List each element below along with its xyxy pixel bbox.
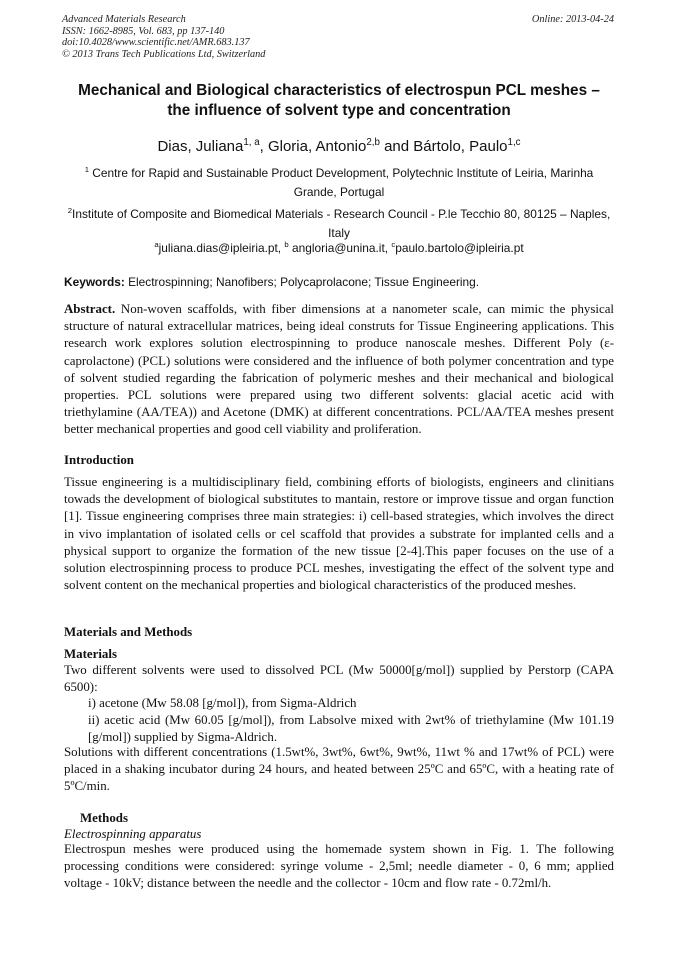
methods-heading: Methods xyxy=(80,811,128,825)
journal-header xyxy=(62,14,614,60)
abstract xyxy=(64,301,614,439)
materials-text-2: Solutions with different concentrations (1.5wt%, 3wt%, 6wt%, 9wt%, 11wt % and 17wt% of PCL) were placed in a shaking incubator during 24 hours, and heated between 25ºC and 65ºC, with a heating rate of 5ºC/min. xyxy=(64,745,614,794)
apparatus-text: Electrospun meshes were produced using the homemade system shown in Fig. 1. The following processing conditions were considered: syringe volume - 2,5ml; needle diameter - 0, 6 mm; applied voltage - 10kV; distance between the needle and the collector - 10cm and flow rate - 0.72ml/h. xyxy=(64,842,614,891)
keywords-text: Electrospinning; Nanofibers; Polycaprolacone; Tissue Engineering. xyxy=(124,275,480,289)
paper-title xyxy=(40,81,638,120)
keywords xyxy=(64,274,614,290)
introduction-heading: Introduction xyxy=(64,453,134,467)
author-1-sup: 1, a xyxy=(243,137,260,148)
materials-text: Two different solvents were used to dissolved PCL (Mw 50000[g/mol]) supplied by Perstorp (CAPA 6500): xyxy=(64,663,614,695)
abstract-text: Non-woven scaffolds, with fiber dimensions at a nanometer scale, can mimic the physical structure of natural extracellular matrices, being ideal construts for Tissue Engineering applications. This research work explores solution electrospinning to produce nanoscale meshes. Different Poly (ε-caprolactone) (PCL) solutions were considered and the influence of both polymer concentration and type of solvent studied regarding the fabrication of polymeric meshes and their mechanical and biological properties. PCL solutions were prepared using two different solvents: glacial acetic acid with triethylamine (AA/TEA)) and Acetone (DMK) at different concentrations. PCL/AA/TEA meshes present better mechanical properties and good cell viability and proliferation. xyxy=(64,302,614,437)
doi-line: doi:10.4028/www.scientific.net/AMR.683.137 xyxy=(62,37,250,49)
author-2-sup: 2,b xyxy=(366,137,380,148)
materials-item-1: i) acetone (Mw 58.08 [g/mol]), from Sigma-Aldrich xyxy=(88,696,357,710)
affiliation-2: $^2$Institute of Composite and Biomedical Materials - Research Council - P.le Tecchio 80, 80125 – Naples, Italy xyxy=(67,206,611,240)
author-emails: $^a$juliana.dias@ipleiria.pt, $^b$ angloria@unina.it, $^c$paulo.bartolo@ipleiria.pt xyxy=(154,240,524,255)
journal-name: Advanced Materials Research xyxy=(62,14,186,25)
title-line-1: Mechanical and Biological characteristics of electrospun PCL meshes – xyxy=(78,82,600,99)
affiliation-1-sup: 1 xyxy=(84,165,89,175)
apparatus-subheading: Electrospinning apparatus xyxy=(64,827,202,841)
author-list xyxy=(0,137,678,157)
online-date: Online: 2013-04-24 xyxy=(531,14,614,25)
email-a: juliana.dias@ipleiria.pt, xyxy=(158,241,285,255)
issn-line: ISSN: 1662-8985, Vol. 683, pp 137-140 xyxy=(62,25,225,37)
affiliation-2-sup: 2 xyxy=(67,206,73,216)
abstract-label: Abstract. xyxy=(64,302,116,316)
author-3: and Bártolo, Paulo xyxy=(379,138,508,155)
copyright-line: © 2013 Trans Tech Publications Ltd, Switzerland xyxy=(62,48,266,60)
author-1: Dias, Juliana xyxy=(157,138,244,155)
email-b: angloria@unina.it, xyxy=(288,241,392,255)
affiliation-1: $^1$ Centre for Rapid and Sustainable Product Development, Polytechnic Institute of Leiria, Marinha Grande, Portugal xyxy=(84,165,594,199)
keywords-label: Keywords: xyxy=(64,275,125,289)
materials-item-2: ii) acetic acid (Mw 60.05 [g/mol]), from Labsolve mixed with 2wt% of triethylamine (Mw 101.19 [g/mol]) supplied by Sigma-Aldrich. xyxy=(88,713,614,745)
title-line-2: the influence of solvent type and concentration xyxy=(167,101,511,119)
author-3-sup: 1,c xyxy=(507,137,521,148)
introduction-text: Tissue engineering is a multidisciplinary field, combining efforts of biologists, engineers and clinitians towads the development of biological substitutes to mantain, restore or improve tissue and organ function [1]. Tissue engineering comprises three main strategies: i) cell-based strategies, which involves the direct in vivo implantation of isolated cells or cel scaffold that provides a substrate for implanted cells and a physical support to organize the formation of the new tissue [2-4].This paper focuses on the use of a solution electrospinning process to produce PCL meshes, investigating the effect of the solvent type and solvent content on the mechanical properties and biological characteristics of the produced meshes. xyxy=(64,475,614,593)
author-2: , Gloria, Antonio xyxy=(259,138,367,155)
materials-heading: Materials xyxy=(64,647,117,661)
email-c: paulo.bartolo@ipleiria.pt xyxy=(395,241,524,255)
materials-methods-heading: Materials and Methods xyxy=(64,625,193,639)
